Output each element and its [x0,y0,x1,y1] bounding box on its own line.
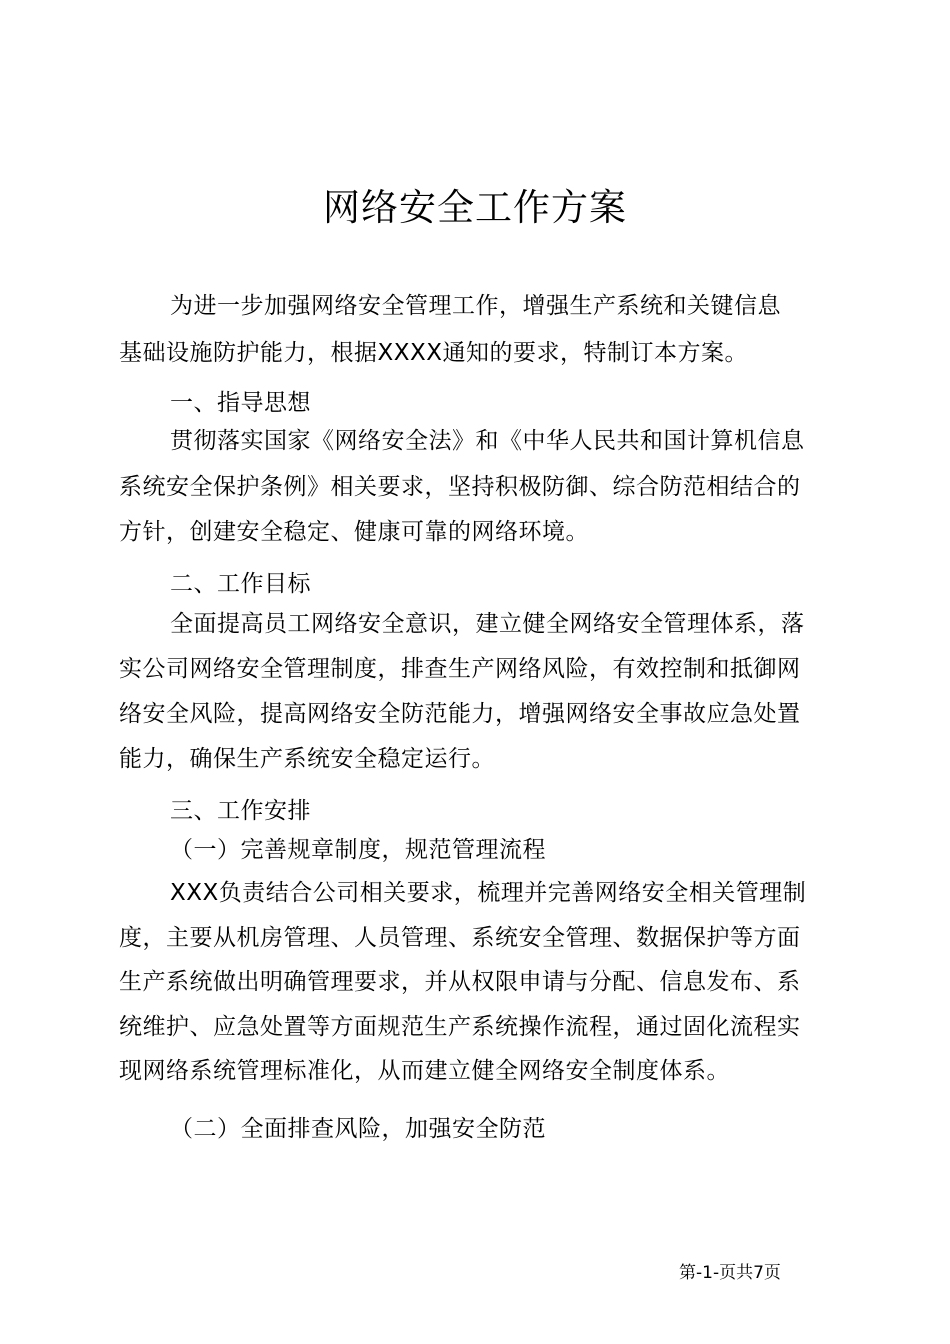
document-title: 网络安全工作方案 [323,186,627,229]
page-number: 第-1-页共7页 [679,1263,781,1283]
intro-line: 为进一步加强网络安全管理工作，增强生产系统和关键信息 [170,293,781,319]
paragraph-line: 度，主要从机房管理、人员管理、系统安全管理、数据保护等方面 [119,925,801,951]
paragraph-line: 络安全风险，提高网络安全防范能力，增强网络安全事故应急处置 [119,701,801,727]
section-heading-work-goals: 二、工作目标 [170,571,311,597]
paragraph-line: 贯彻落实国家《网络安全法》和《中华人民共和国计算机信息 [170,428,805,454]
paragraph-line: 能力，确保生产系统安全稳定运行。 [119,746,495,772]
paragraph-line: 方针，创建安全稳定、健康可靠的网络环境。 [119,519,589,545]
subsection-heading: （二）全面排查风险，加强安全防范 [170,1116,546,1142]
paragraph-line: 统维护、应急处置等方面规范生产系统操作流程，通过固化流程实 [119,1014,801,1040]
section-heading-work-arrangement: 三、工作安排 [170,798,311,824]
paragraph-line: 生产系统做出明确管理要求，并从权限申请与分配、信息发布、系 [119,969,801,995]
subsection-heading: （一）完善规章制度，规范管理流程 [170,837,546,863]
intro-line: 基础设施防护能力，根据XXXX通知的要求，特制订本方案。 [119,340,749,366]
paragraph-line: 实公司网络安全管理制度，排查生产网络风险，有效控制和抵御网 [119,656,801,682]
paragraph-line: 系统安全保护条例》相关要求，坚持积极防御、综合防范相结合的 [119,474,801,500]
section-heading-guiding-ideology: 一、指导思想 [170,390,311,416]
paragraph-line: 现网络系统管理标准化，从而建立健全网络安全制度体系。 [119,1058,730,1084]
paragraph-line: XXX负责结合公司相关要求，梳理并完善网络安全相关管理制 [170,880,807,906]
paragraph-line: 全面提高员工网络安全意识，建立健全网络安全管理体系，落 [170,611,805,637]
